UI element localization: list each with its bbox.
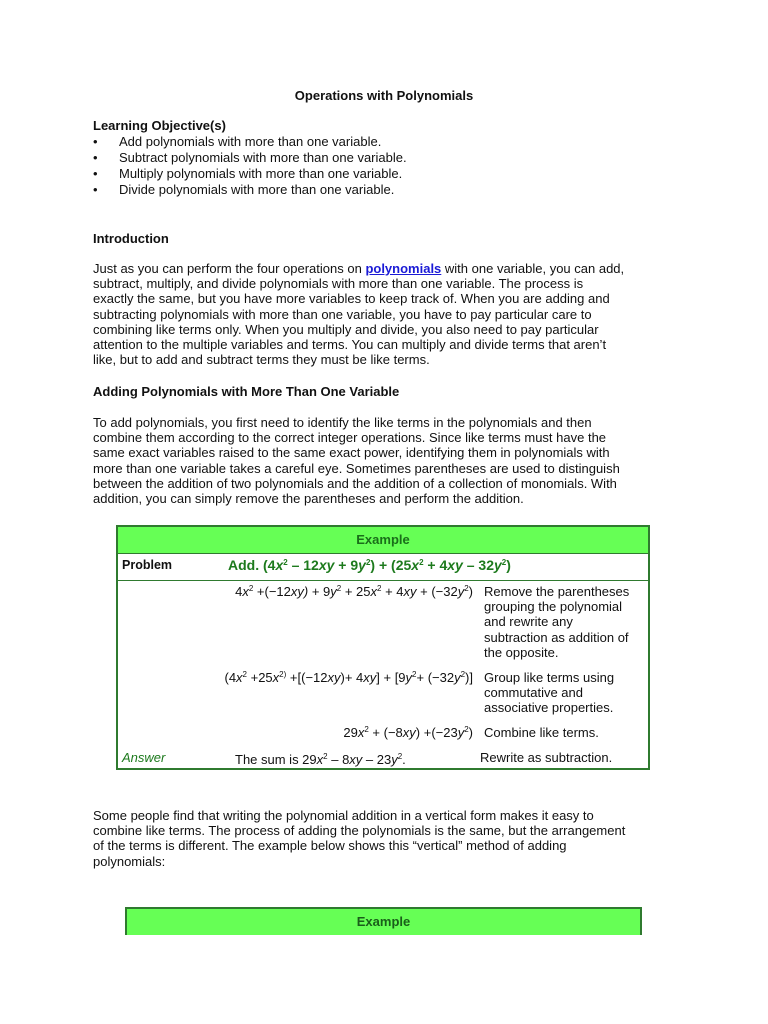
intro-line: attention to the multiple variables and terms. You can multiply and divide terms that aren’t	[93, 337, 607, 353]
problem-label: Problem	[122, 558, 173, 572]
list-item: • Add polynomials with more than one variable.	[93, 134, 407, 150]
note-line: associative properties.	[484, 700, 614, 716]
example-table-2	[125, 907, 642, 935]
vertical-line: polynomials:	[93, 853, 166, 869]
adding-line: combine them according to the correct integer operations. Since like terms must have the	[93, 430, 607, 446]
example-header: Example	[118, 527, 648, 554]
adding-line: same exact variables raised to the same exact power, identifying them in polynomials with	[93, 445, 610, 461]
note-line: and rewrite any	[484, 614, 573, 630]
intro-text: with one variable, you can add,	[441, 261, 625, 276]
intro-line: subtract, multiply, and divide polynomials with more than one variable. The process is	[93, 276, 584, 292]
adding-line: To add polynomials, you first need to identify the like terms in the polynomials and then	[93, 415, 592, 430]
vertical-line: of the terms is different. The example below shows this “vertical” method of adding	[93, 838, 567, 854]
step-1-expression: $4x^2 +(-12xy) + 9y^2 + 25x^2 + 4xy + (-32y^2)$	[235, 584, 473, 599]
introduction-heading: Introduction	[93, 231, 169, 246]
polynomials-link[interactable]: polynomials	[365, 261, 442, 276]
adding-paragraph	[93, 415, 679, 506]
intro-line: subtracting polynomials with more than one variable, you have to pay particular care to	[93, 306, 592, 322]
list-item: • Subtract polynomials with more than one variable.	[93, 150, 407, 166]
step-2-note	[484, 670, 654, 716]
note-line: subtraction as addition of	[484, 629, 629, 645]
adding-heading: Adding Polynomials with More Than One Variable	[93, 384, 400, 399]
objectives-heading: Learning Objective(s)	[93, 118, 226, 133]
intro-line: exactly the same, but you have more variables to keep track of. When you are adding and	[93, 291, 610, 307]
objectives-list	[93, 134, 407, 198]
step-2-expression: ($4x^2 +25x^{2)} +[(-12xy)+ 4xy] + [9y^2+ (-32y^2)]$	[224, 670, 473, 685]
note-line: Combine like terms.	[484, 725, 599, 740]
example-header: Example	[356, 914, 411, 929]
note-line: Remove the parentheses	[484, 584, 630, 599]
adding-line: addition, you can simply remove the parentheses and perform the addition.	[93, 491, 524, 507]
note-line: Group like terms using	[484, 670, 615, 685]
answer-expression: The sum is $29x^2 - 8xy - 23y^2$.	[235, 752, 406, 767]
vertical-paragraph	[93, 808, 679, 869]
problem-row	[118, 554, 648, 581]
answer-label: Answer	[122, 750, 166, 765]
adding-line: between the addition of two polynomials and the addition of a collection of monomials. With	[93, 475, 617, 491]
page-title: Operations with Polynomials	[294, 88, 474, 103]
note-line: the opposite.	[484, 644, 559, 660]
step-3-note	[484, 725, 654, 740]
list-item: • Multiply polynomials with more than one variable.	[93, 166, 407, 182]
note-line: commutative and	[484, 685, 583, 701]
vertical-line: combine like terms. The process of adding the polynomials is the same, but the arrangement	[93, 823, 626, 839]
intro-line: combining like terms only. When you multiply and divide, you also need to pay particular	[93, 321, 599, 337]
problem-expression: Add. $(4x^2 - 12xy + 9y^2) + (25x^2 + 4xy - 32y^2)$	[228, 557, 511, 573]
step-3-expression: $29x^2 + (-8xy) +(-23y^2)$	[343, 725, 473, 740]
example-table-1	[116, 525, 650, 770]
adding-line: more than one variable takes a careful eye. Sometimes parentheses are used to distinguish	[93, 460, 620, 476]
intro-text: Just as you can perform the four operations on	[93, 261, 366, 276]
step-1-note	[484, 584, 654, 660]
note-line: grouping the polynomial	[484, 599, 623, 615]
vertical-line: Some people find that writing the polynomial addition in a vertical form makes it easy to	[93, 808, 594, 823]
list-item: • Divide polynomials with more than one variable.	[93, 182, 407, 198]
answer-note: Rewrite as subtraction.	[480, 750, 613, 765]
introduction-paragraph	[93, 261, 679, 367]
intro-line: like, but to add and subtract terms they must be like terms.	[93, 352, 430, 368]
